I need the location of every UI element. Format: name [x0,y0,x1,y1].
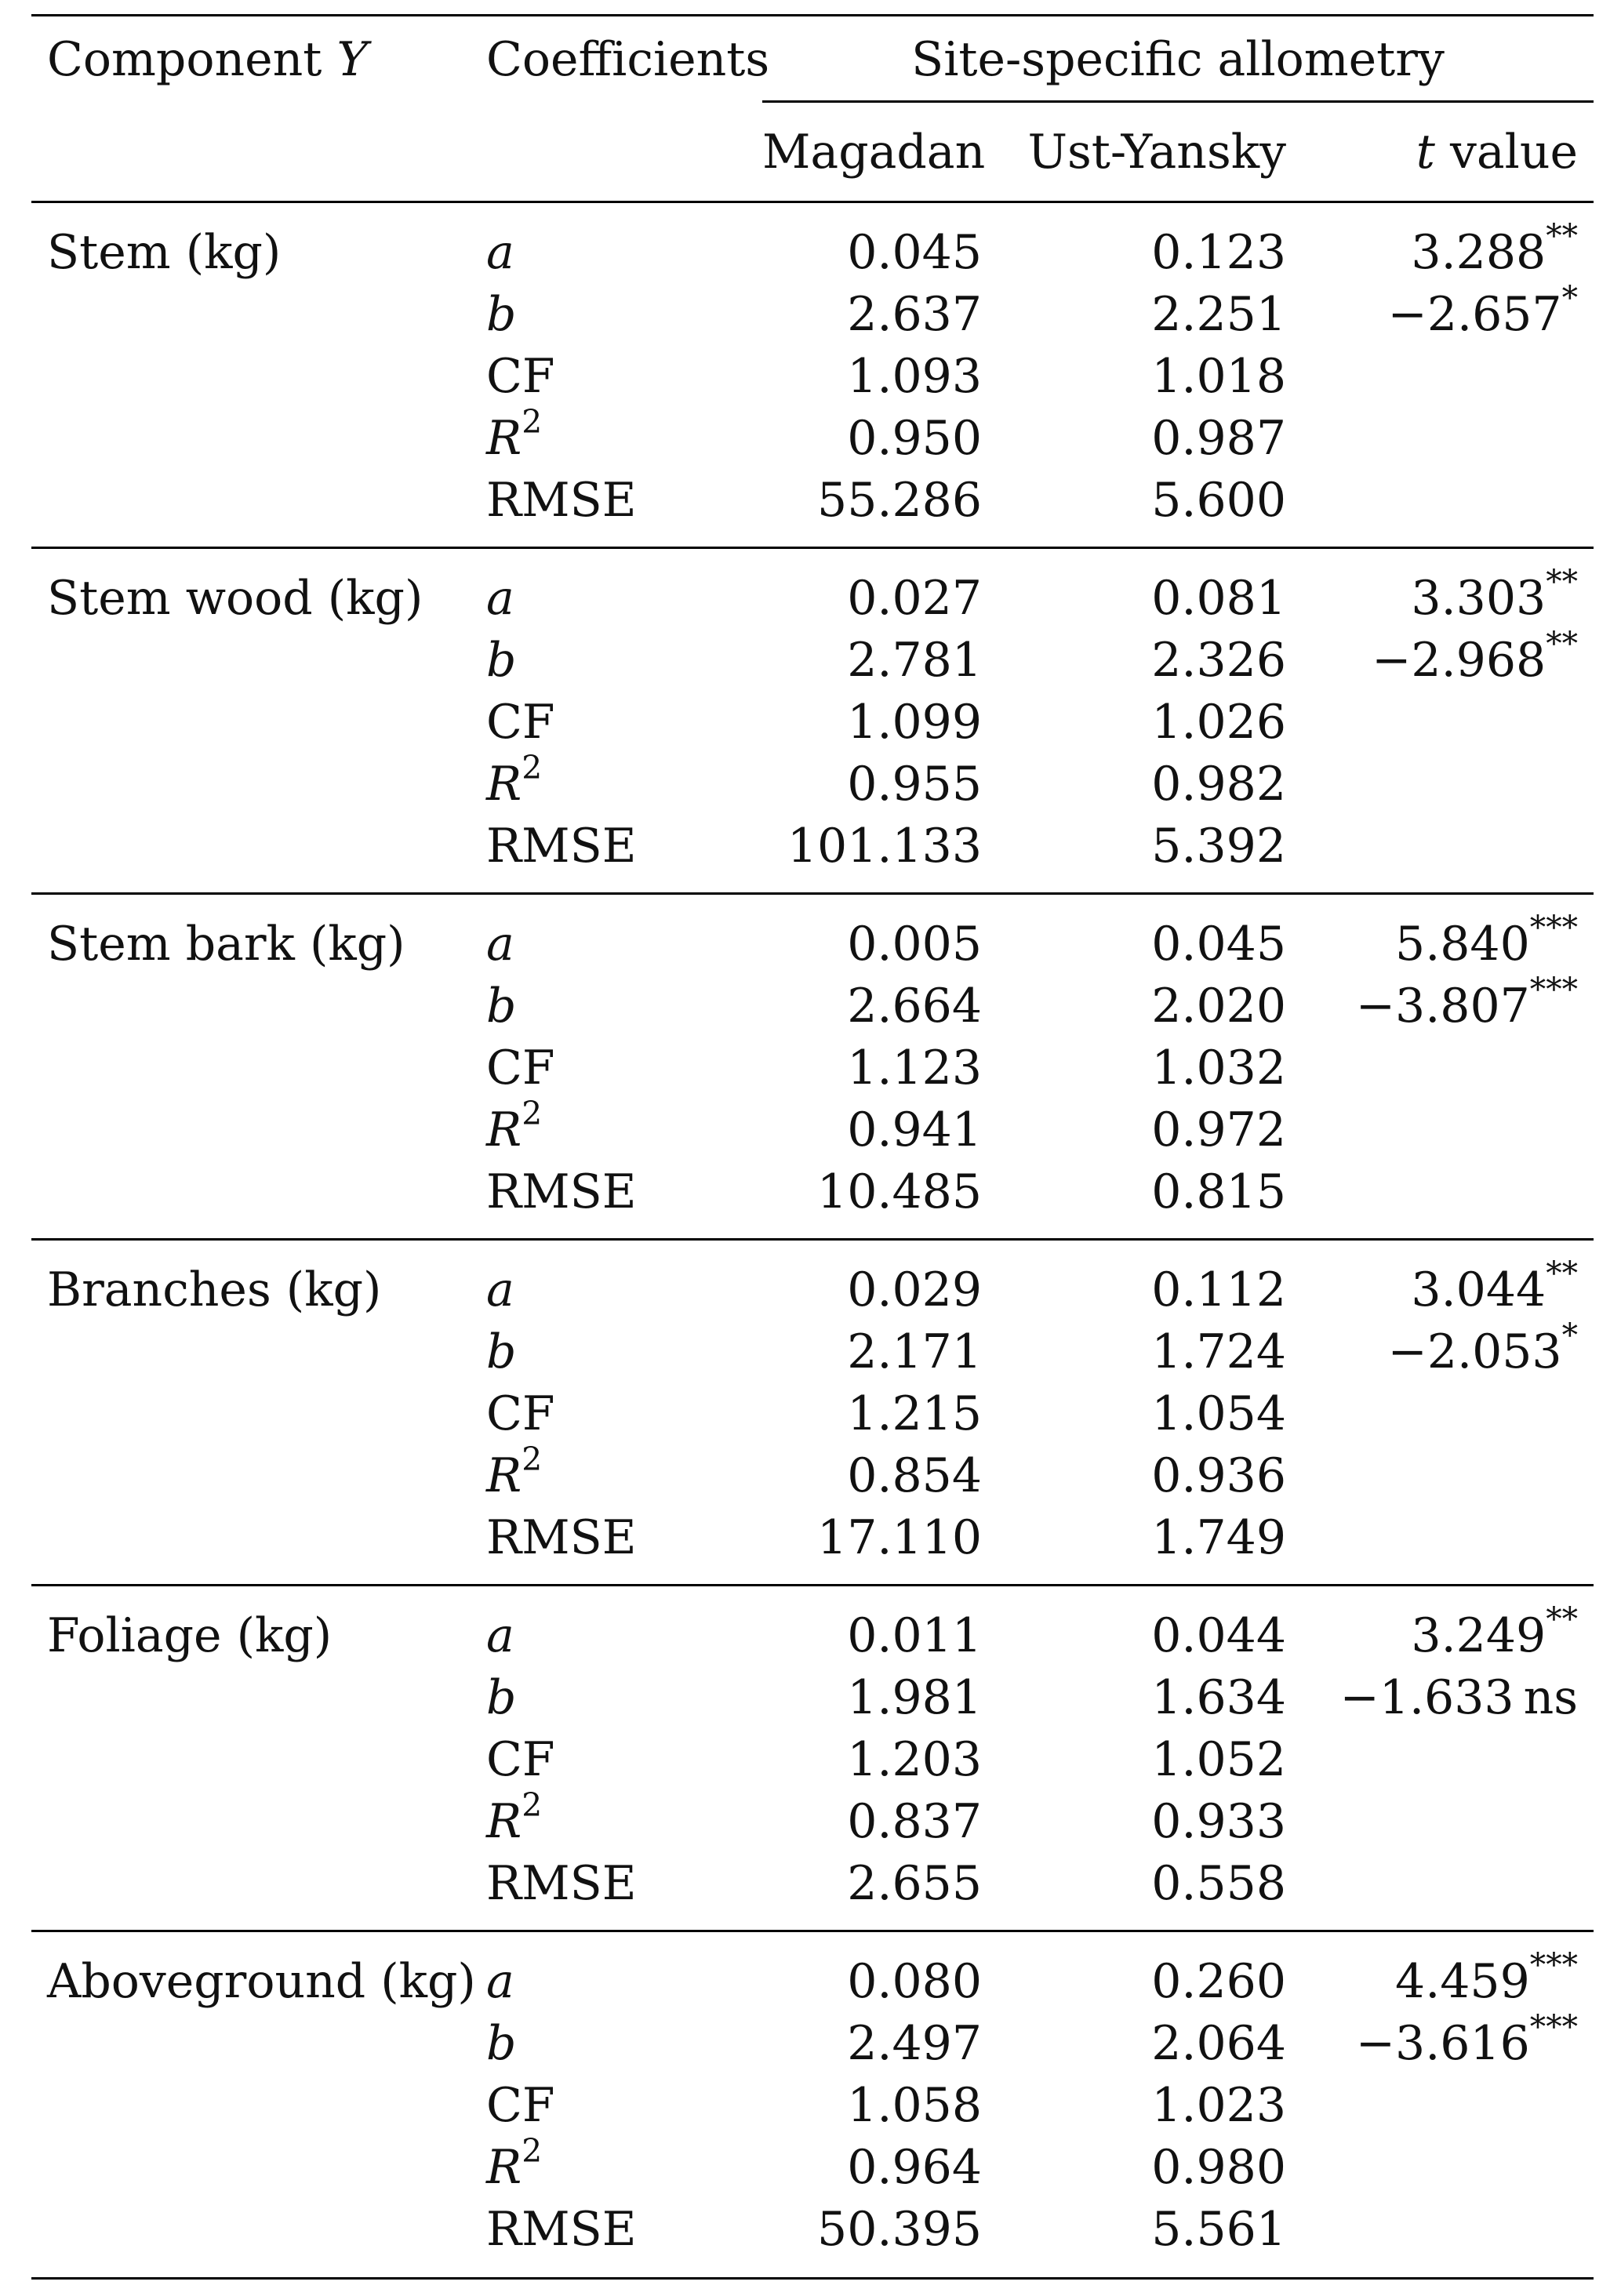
t-value [1333,908,1578,975]
coefficient-exponent: 2 [522,748,543,787]
ust-yansky-value: 1.023 [1151,2078,1286,2133]
coefficient-symbol: b [486,1324,517,1379]
magadan-value: 17.110 [817,1510,982,1565]
coefficient-name [486,567,514,630]
coefficient-exponent: 2 [522,1094,543,1132]
t-value [1333,624,1578,692]
coefficient-symbol: RMSE [486,1164,637,1219]
t-value-number: 5.840 [1395,917,1530,972]
magadan-value: 0.950 [847,411,982,466]
magadan-value: 0.941 [847,1103,982,1157]
ust-yansky-value: 5.600 [1151,473,1286,528]
coefficient-symbol: R [486,757,522,812]
coefficient-symbol: b [486,287,517,342]
coefficient-symbol: a [486,1608,514,1663]
coefficient-symbol: CF [486,2078,555,2133]
coefficient-name [486,1604,514,1667]
component-name: Foliage (kg) [47,1608,333,1663]
ust-yansky-value: 1.018 [1151,349,1286,404]
coefficient-name [486,1161,637,1223]
coefficient-symbol: RMSE [486,1856,637,1911]
significance-stars: ** [1546,216,1578,255]
t-value [1333,2007,1578,2075]
magadan-value: 1.099 [847,695,982,750]
coefficient-name [486,748,543,816]
ust-yansky-value: 1.749 [1151,1510,1286,1565]
coefficient-name [486,1506,637,1569]
coefficient-exponent: 2 [522,2131,543,2170]
coefficient-name [486,1382,555,1445]
header-t-label: value [1449,125,1578,180]
coefficient-name [486,1440,543,1507]
ust-yansky-value: 0.815 [1151,1164,1286,1219]
magadan-value: 0.029 [847,1262,982,1317]
header-magadan: Magadan [762,125,986,180]
magadan-value: 0.011 [847,1608,982,1663]
t-value [1333,1945,1578,2013]
ust-yansky-value: 1.032 [1151,1041,1286,1095]
header-group: Site-specific allometry [911,32,1445,87]
ust-yansky-value: 0.260 [1151,1954,1286,2009]
ust-yansky-value: 0.112 [1151,1262,1286,1317]
coefficient-name [486,221,514,284]
magadan-value: 1.981 [847,1670,982,1725]
magadan-value: 10.485 [817,1164,982,1219]
coefficient-name [486,1852,637,1915]
significance-stars: *** [1529,2007,1578,2046]
magadan-value: 1.123 [847,1041,982,1095]
significance-stars: * [1561,1316,1578,1354]
coefficient-name [486,1037,555,1099]
magadan-value: 2.781 [847,633,982,688]
coefficient-name [486,1728,555,1791]
ust-yansky-value: 0.987 [1151,411,1286,466]
coefficient-symbol: R [486,1103,522,1157]
magadan-value: 50.395 [817,2202,982,2257]
magadan-value: 2.637 [847,287,982,342]
magadan-value: 0.854 [847,1448,982,1503]
ust-yansky-value: 0.123 [1151,225,1286,280]
significance-stars: ** [1546,1254,1578,1292]
magadan-value: 2.171 [847,1324,982,1379]
t-value-number: −2.657 [1387,287,1562,342]
magadan-value: 0.955 [847,757,982,812]
coefficient-symbol: R [486,1448,522,1503]
component-name: Branches (kg) [47,1262,382,1317]
t-value [1333,1254,1578,1321]
significance-stars: ** [1546,624,1578,663]
coefficient-exponent: 2 [522,402,543,441]
t-value-number: 3.044 [1411,1262,1546,1317]
significance-stars: *** [1529,1945,1578,1984]
section-rule [31,892,1594,895]
magadan-value: 2.497 [847,2016,982,2071]
magadan-value: 101.133 [787,819,982,874]
coefficient-name [486,469,637,532]
magadan-value: 1.215 [847,1386,982,1441]
significance-stars: *** [1529,908,1578,946]
coefficient-symbol: CF [486,349,555,404]
ust-yansky-value: 0.558 [1151,1856,1286,1911]
coefficient-name [486,1950,514,2013]
t-value [1333,278,1578,346]
coefficient-symbol: a [486,1262,514,1317]
coefficient-name [486,629,516,692]
coefficient-name [486,1094,543,1161]
coefficient-symbol: CF [486,1386,555,1441]
coefficient-symbol: RMSE [486,473,637,528]
t-value [1333,970,1578,1037]
header-ust-yansky: Ust-Yansky [1027,125,1286,180]
ust-yansky-value: 0.933 [1151,1794,1286,1849]
t-value-number: −3.807 [1355,979,1530,1034]
coefficient-symbol: a [486,225,514,280]
header-component-var: Y [336,32,369,87]
ust-yansky-value: 2.020 [1151,979,1286,1034]
magadan-value: 0.837 [847,1794,982,1849]
t-value-number: −1.633 [1339,1670,1514,1725]
ust-yansky-value: 0.982 [1151,757,1286,812]
coefficient-name [486,913,514,975]
ust-yansky-value: 0.081 [1151,571,1286,626]
t-value [1333,216,1578,284]
coefficient-symbol: RMSE [486,819,637,874]
magadan-value: 0.080 [847,1954,982,2009]
significance-stars: ** [1546,1600,1578,1638]
t-value-number: −2.053 [1387,1324,1562,1379]
ust-yansky-value: 2.064 [1151,2016,1286,2071]
section-rule [31,1238,1594,1241]
component-name: Stem bark (kg) [47,917,405,972]
top-rule [31,14,1594,16]
magadan-value: 0.045 [847,225,982,280]
coefficient-name [486,2074,555,2137]
coefficient-name [486,2198,637,2261]
significance-stars: ** [1546,562,1578,601]
coefficient-symbol: b [486,2016,517,2071]
coefficient-symbol: R [486,1794,522,1849]
coefficient-symbol: R [486,411,522,466]
section-rule [31,1584,1594,1586]
t-value-number: 4.459 [1395,1954,1530,2009]
magadan-value: 0.005 [847,917,982,972]
coefficient-name [486,1321,516,1383]
t-value-number: 3.249 [1411,1608,1546,1663]
group-rule [762,100,1594,103]
coefficient-symbol: a [486,571,514,626]
magadan-value: 55.286 [817,473,982,528]
header-component-label: Component [47,32,322,87]
magadan-value: 2.664 [847,979,982,1034]
ust-yansky-value: 0.044 [1151,1608,1286,1663]
significance-stars: * [1561,278,1578,317]
t-value [1333,562,1578,630]
coefficient-symbol: a [486,917,514,972]
ust-yansky-value: 0.980 [1151,2140,1286,2195]
ust-yansky-value: 1.724 [1151,1324,1286,1379]
section-rule [31,1930,1594,1932]
coefficient-exponent: 2 [522,1786,543,1824]
bottom-rule [31,2277,1594,2280]
coefficient-symbol: b [486,633,517,688]
coefficient-name [486,283,516,346]
ust-yansky-value: 5.392 [1151,819,1286,874]
coefficient-name [486,2131,543,2199]
significance-stars: *** [1529,970,1578,1008]
component-name: Aboveground (kg) [47,1954,476,2009]
coefficient-name [486,345,555,408]
coefficient-symbol: RMSE [486,1510,637,1565]
ust-yansky-value: 1.026 [1151,695,1286,750]
component-name: Stem wood (kg) [47,571,423,626]
coefficient-symbol: CF [486,1041,555,1095]
header-rule [31,201,1594,203]
coefficient-name [486,815,637,877]
coefficient-name [486,1666,516,1729]
t-value [1333,1666,1578,1729]
coefficient-name [486,1786,543,1853]
section-rule [31,547,1594,549]
ust-yansky-value: 1.052 [1151,1732,1286,1787]
ust-yansky-value: 1.054 [1151,1386,1286,1441]
coefficient-symbol: b [486,979,517,1034]
coefficient-symbol: RMSE [486,2202,637,2257]
not-significant-label: ns [1523,1670,1578,1725]
ust-yansky-value: 1.634 [1151,1670,1286,1725]
ust-yansky-value: 0.936 [1151,1448,1286,1503]
ust-yansky-value: 0.972 [1151,1103,1286,1157]
ust-yansky-value: 0.045 [1151,917,1286,972]
ust-yansky-value: 2.251 [1151,287,1286,342]
ust-yansky-value: 2.326 [1151,633,1286,688]
magadan-value: 2.655 [847,1856,982,1911]
component-name: Stem (kg) [47,225,282,280]
header-t-value [1365,121,1578,183]
coefficient-name [486,691,555,754]
coefficient-symbol: a [486,1954,514,2009]
coefficient-exponent: 2 [522,1440,543,1478]
coefficient-symbol: R [486,2140,522,2195]
magadan-value: 1.058 [847,2078,982,2133]
t-value [1333,1316,1578,1383]
t-value-number: −3.616 [1355,2016,1530,2071]
magadan-value: 0.027 [847,571,982,626]
coefficient-symbol: CF [486,695,555,750]
coefficient-name [486,975,516,1037]
t-value-number: −2.968 [1372,633,1546,688]
t-value-number: 3.303 [1411,571,1546,626]
magadan-value: 0.964 [847,2140,982,2195]
header-component [47,28,368,91]
coefficient-symbol: CF [486,1732,555,1787]
t-value [1333,1600,1578,1667]
header-t-var: t [1416,125,1435,180]
ust-yansky-value: 5.561 [1151,2202,1286,2257]
t-value-number: 3.288 [1411,225,1546,280]
magadan-value: 1.203 [847,1732,982,1787]
magadan-value: 1.093 [847,349,982,404]
coefficient-name [486,1259,514,1321]
header-coefficients: Coefficients [486,32,770,87]
coefficient-symbol: b [486,1670,517,1725]
coefficient-name [486,402,543,470]
coefficient-name [486,2012,516,2075]
